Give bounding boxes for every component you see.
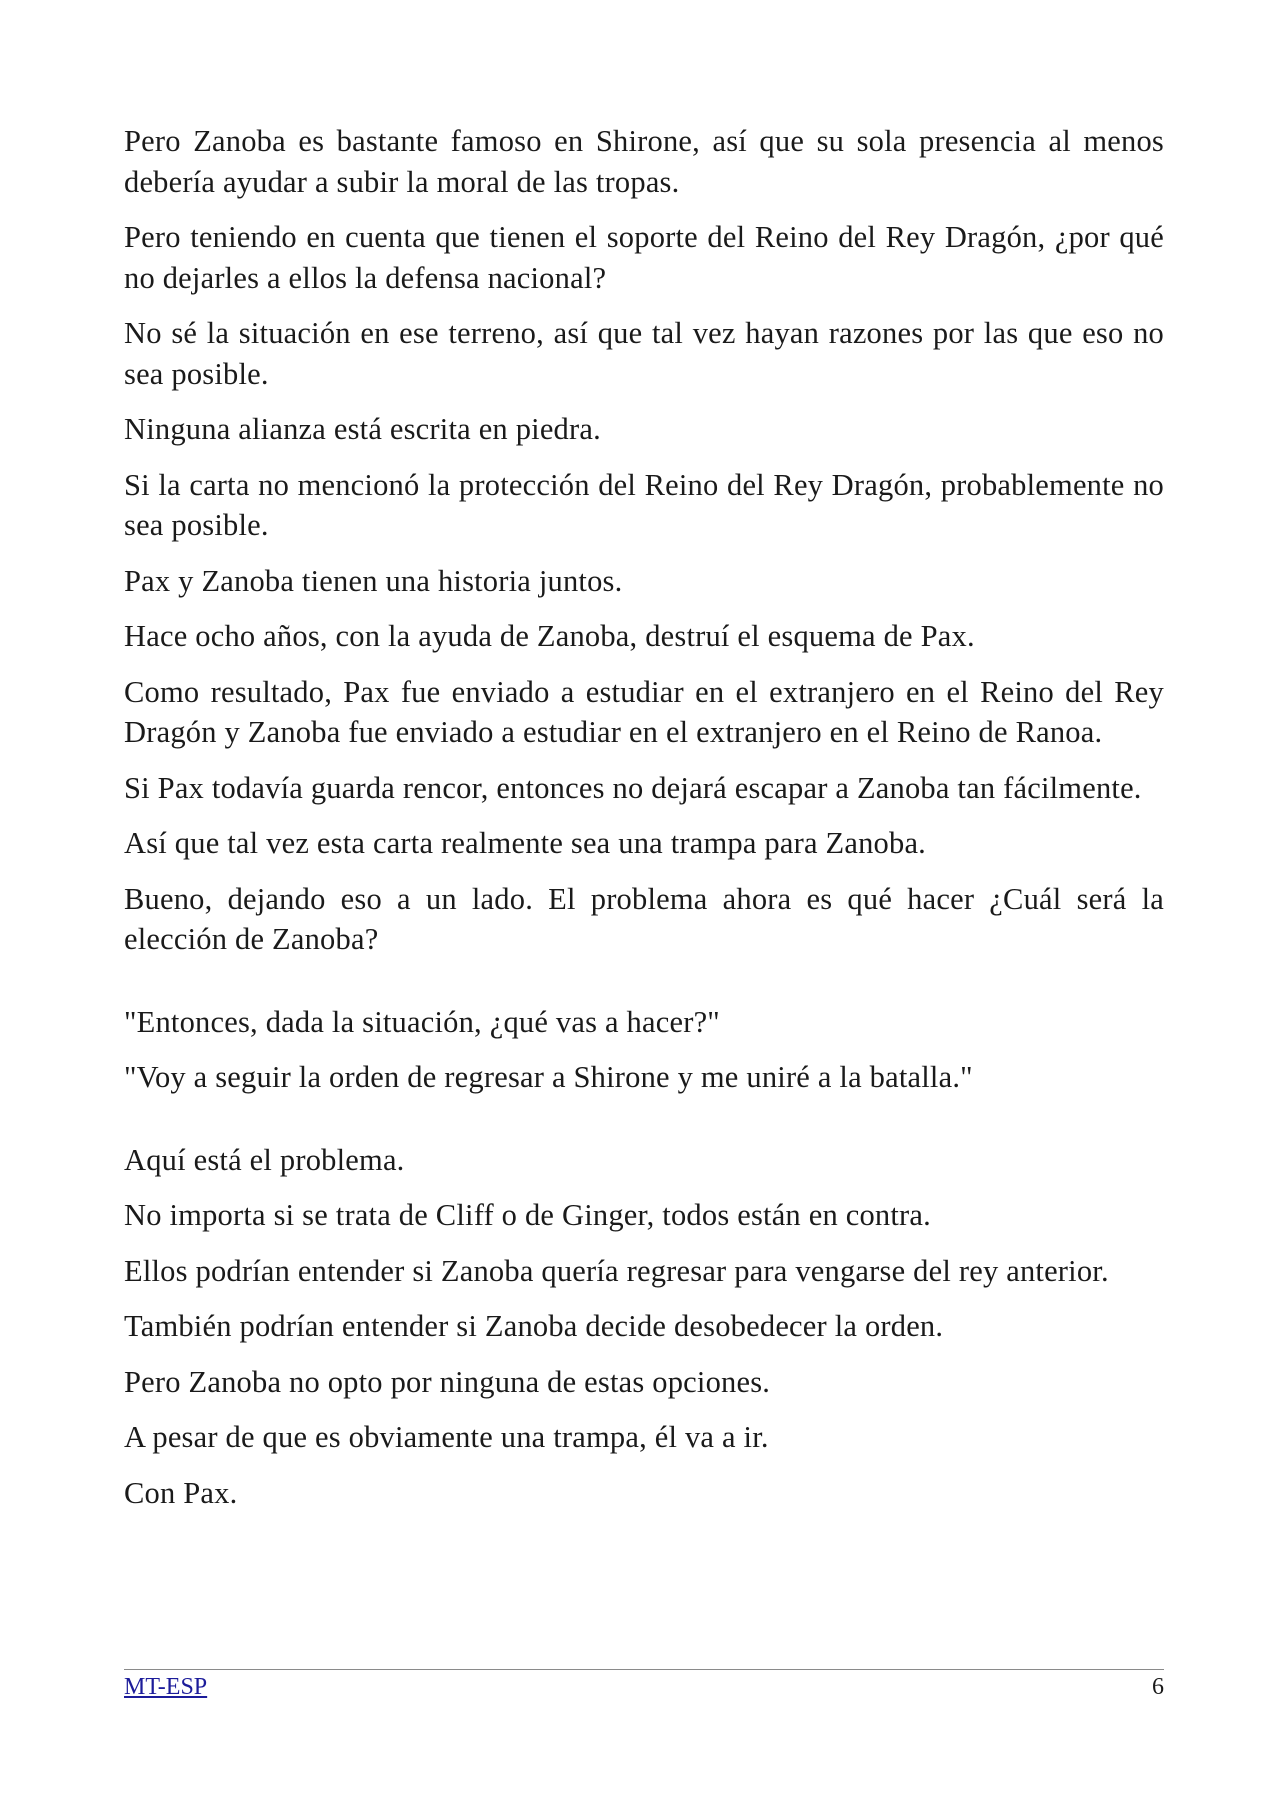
paragraph: Así que tal vez esta carta realmente sea una trampa para Zanoba.: [124, 826, 927, 860]
document-body: [124, 121, 1164, 1528]
paragraph: Aquí está el problema.: [124, 1142, 405, 1177]
paragraph: Ellos podrían entender si Zanoba quería regresar para vengarse del rey anterior.: [124, 1253, 1109, 1288]
page-number: 6: [1152, 1674, 1164, 1700]
paragraph: Pero Zanoba no opto por ninguna de estas opciones.: [124, 1364, 771, 1399]
paragraph: Ninguna alianza está escrita en piedra.: [124, 412, 601, 446]
paragraph: Pax y Zanoba tienen una historia juntos.: [124, 563, 623, 598]
paragraph: No sé la situación en ese terreno, así que tal vez hayan razones por las que eso no sea posible.: [124, 316, 1164, 391]
paragraph: Hace ocho años, con la ayuda de Zanoba, destruí el esquema de Pax.: [124, 619, 975, 653]
paragraph: Bueno, dejando eso a un lado. El problema ahora es qué hacer ¿Cuál será la elección de Zanoba?: [124, 881, 1164, 956]
paragraph: Pero teniendo en cuenta que tienen el soporte del Reino del Rey Dragón, ¿por qué no dejarles a ellos la defensa nacional?: [124, 220, 1164, 295]
paragraph: También podrían entender si Zanoba decide desobedecer la orden.: [124, 1309, 944, 1343]
paragraph: No importa si se trata de Cliff o de Ginger, todos están en contra.: [124, 1198, 931, 1232]
paragraph: Si Pax todavía guarda rencor, entonces no dejará escapar a Zanoba tan fácilmente.: [124, 770, 1142, 805]
footer-source-link[interactable]: MT-ESP: [124, 1674, 208, 1700]
paragraph: Como resultado, Pax fue enviado a estudiar en el extranjero en el Reino del Rey Dragón y Zanoba fue enviado a estudiar en el extranjero en el Reino de Ranoa.: [124, 674, 1164, 749]
dialogue-line: "Voy a seguir la orden de regresar a Shirone y me uniré a la batalla.": [124, 1060, 973, 1094]
footer-divider: [124, 1669, 1164, 1670]
paragraph: Con Pax.: [124, 1475, 238, 1510]
paragraph: A pesar de que es obviamente una trampa, él va a ir.: [124, 1420, 769, 1454]
paragraph: Pero Zanoba es bastante famoso en Shirone, así que su sola presencia al menos debería ayudar a subir la moral de las tropas.: [124, 124, 1164, 199]
dialogue-line: "Entonces, dada la situación, ¿qué vas a hacer?": [124, 1004, 720, 1039]
paragraph: Si la carta no mencionó la protección del Reino del Rey Dragón, probablemente no sea posible.: [124, 467, 1164, 542]
